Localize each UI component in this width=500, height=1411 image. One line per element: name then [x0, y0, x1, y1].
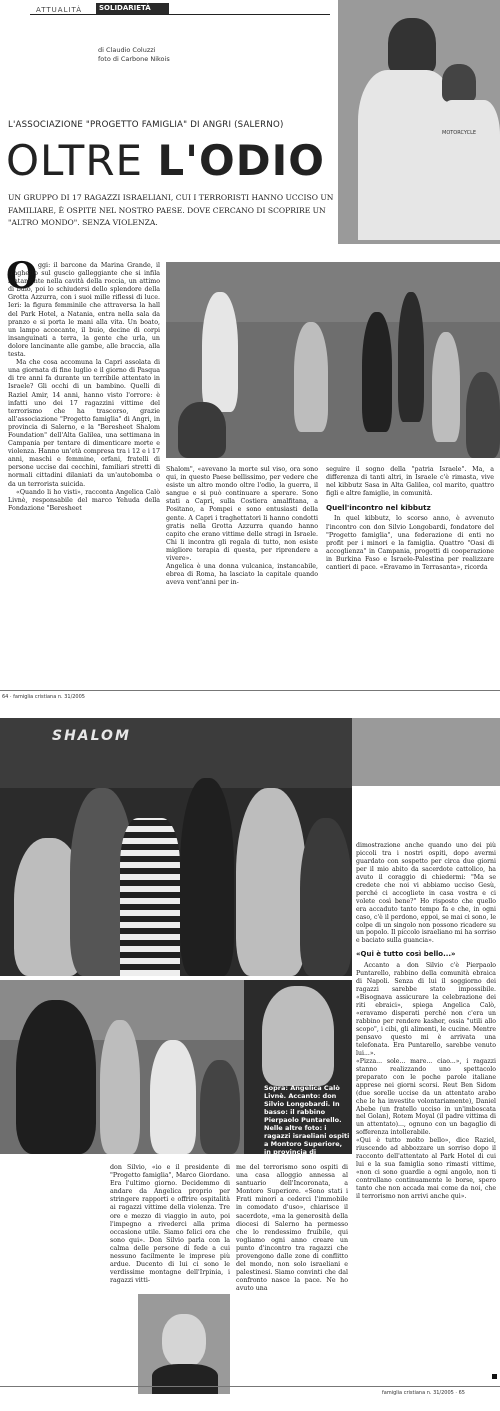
col5-text: me del terrorismo sono ospiti di una casa alloggio annessa al santuario dell'Incoronata, a Montoro Superiore. «Sono stati i Frati minori a cederci l'immobile in comodato d'uso», chiarisce il sacerdote, «ma la generosità della diocesi di Salerno ha permesso che lo rendessimo fruibile, qui vogliamo ogni anno creare un punto d'incontro tra ragazzi che provengono dalle zone di conflitto del mondo, non solo israeliani e palestinesi. Siamo convinti che dal confronto nasce la pace. Ne ho avuto una — [236, 1164, 348, 1293]
photo-group-shalom — [0, 718, 352, 976]
col3-a: seguire il sogno della "patria Israele". Ma, a differenza di tanti altri, in Israele c'è rimasta, vive nel kibbutz Sasa in Alta Galilea, col marito, quattro figli e altre famiglie, in comunità. — [326, 466, 494, 498]
article-deck: UN GRUPPO DI 17 RAGAZZI ISRAELIANI, CUI I TERRORISTI HANNO UCCISO UN FAMILIARE, È OSPITE NEL NOSTRO PAESE. DOVE CERCANO DI SCOPRIRE UN "ALTRO MONDO". SENZA VIOLENZA. — [8, 193, 334, 227]
section-tag: SOLIDARIETÀ — [96, 3, 169, 14]
photo-volunteers — [338, 0, 500, 244]
photo-rabbi-portrait — [138, 1294, 230, 1394]
photo-angelica — [244, 980, 352, 1164]
photo-sign-shalom: SHALOM — [52, 728, 131, 744]
col3-subhead: Quell'incontro nel kibbutz — [326, 503, 431, 513]
byline-author: di Claudio Coluzzi — [98, 46, 156, 54]
photo-caption: Sopra: Angelica Calò Livnè. Accanto: don Silvio Longobardi. In basso: il rabbino Pierpaolo Puntarello. Nelle altre foto: i ragazzi israeliani ospiti a Montoro Superiore, in provincia di Avellino. — [264, 1084, 350, 1164]
section-label: ATTUALITÀ — [36, 6, 83, 14]
title-part-1: OLTRE — [6, 136, 158, 185]
footer-rule-left — [0, 690, 500, 691]
col6-b: Accanto a don Silvio c'è Pierpaolo Puntarello, rabbino della comunità ebraica di Napoli. Senza di lui il soggiorno dei ragazzi sarebbe stato impossibile. «Bisognava assicurare la celebrazione dei riti ebraici», spiega Angelica Calò, «eravamo disperati perché non c'era un rabbino per rendere kasher, ossia "utili allo scopo", i cibi, gli alimenti, le cucine. Mentre pensavo questo mi è arrivata una telefonata. Era Puntarello, sarebbe venuto lui...». «Pizza... sole... mare... ciao...», i ragazzi stanno realizzando uno spettacolo preparato con le poche parole italiane apprese nei giorni scorsi. Reut Ben Sidom (due sorelle uccise da un attentato arabo che le ha investite volontariamente), Daniel Abebe (un fratello ucciso in un'imboscata nel Golan), Rotem Moyal (il padre vittima di un attentato)..., ognuno con un bagaglio di sofferenza intollerabile. «Qui è tutto molto bello», dice Raziel, riuscendo ad abbozzare un sorriso dopo il racconto dell'attentato al Park Hotel di cui lui e la sua famiglia sono rimasti vittime, «non ci sono guardie a ogni angolo, non ti controllano continuamente le borse, spero tanto che non accada mai come da noi, che il terrorismo non arrivi anche qui». — [356, 962, 496, 1200]
title-part-2: L'ODIO — [157, 136, 325, 185]
byline-photo: foto di Carbone Nikois — [98, 55, 170, 63]
col2-text: Shalom", «avevano la morte sul viso, ora sono qui, in questo Paese bellissimo, per vedere che esiste un altro mondo oltre l'odio, la guerra, il sangue e si può continuare a sperare. Sono stati a Capri, sulla Costiera amalfitana, a Positano, a Pompei e sono entusiasti della gente. A Capri i traghettatori li hanno condotti gratis nella Grotta Azzurra quando hanno capito che erano vittime delle stragi in Israele. Chi li incontra gli regala di tutto, non esiste migliore terapia di questa, per riprendere a vivere». Angelica è una donna vulcanica, instancabile, ebrea di Roma, ha lasciato la capitale quando aveva vent'anni per in- — [166, 466, 318, 587]
column-1 — [8, 262, 160, 682]
header-rule — [30, 14, 330, 15]
dropcap: O — [6, 255, 38, 297]
folio-left: 64 · famiglia cristiana n. 31/2005 — [2, 694, 85, 700]
page-65 — [0, 718, 500, 1411]
column-6 — [356, 842, 496, 1382]
photo-kids-dancing — [166, 262, 500, 458]
col1-b: Ma che cosa accomuna la Capri assolata di una giornata di fine luglio e il giorno di Pasqua di tre anni fa durante un terribile attentato in Israele? Gli occhi di un bambino. Quelli di Raziel Amir, 14 anni, hanno visto l'orrore: è infatti uno dei 17 ragazzini vittime del terrorismo che ha trascorso, grazie all'associazione "Progetto famiglia" di Angri, in provincia di Salerno, e la "Beresheet Shalom Foundation" dell'Alta Galilea, una settimana in Campania per tentare di dimenticare morte e violenza. Hanno un'età compresa tra i 12 e i 17 anni, maschi e femmine, orfani, fratelli di persone uccise dai cecchini, familiari stretti di normali cittadini dilaniati da un'autobomba o da un terrorista suicida. — [8, 359, 160, 488]
col1-lead: ggi: il barcone da Marina Grande, il traghetto sul guscio galleggiante che si infila lentamente nella cavità della roccia, un attimo di buio, poi lo schiudersi dello splendore della Grotta Azzurra, con i suoi mille riflessi di luce. Ieri: la figura femminile che attraversa la hall del Park Hotel, a Natania, entra nella sala da pranzo e si porta le mani alla vita. Un boato, un lampo accecante, il buio, decine di corpi insanguinati a terra, la gente che urla, un dolore lancinante alle gambe, alle braccia, alla testa. — [8, 262, 160, 359]
footer-rule-right — [0, 1386, 500, 1387]
col1-c: «Quando li ho visti», racconta Angelica Calò Livnè, responsabile del marco Yehuda della Fondazione "Beresheet — [8, 488, 160, 512]
column-2 — [166, 466, 318, 686]
column-3 — [326, 466, 494, 686]
article-kicker: L'ASSOCIAZIONE "PROGETTO FAMIGLIA" DI ANGRI (SALERNO) — [8, 120, 284, 130]
col6-subhead: «Qui è tutto così bello...» — [356, 950, 456, 959]
folio-right: famiglia cristiana n. 31/2005 · 65 — [382, 1390, 465, 1396]
page-gap — [0, 706, 500, 718]
column-5 — [236, 1164, 348, 1376]
photo-shirt-text: MOTORCYCLE — [442, 130, 477, 136]
col6-a: dimostrazione anche quando uno dei più piccoli tra i nostri ospiti, dopo avermi guardato con sospetto per circa due giorni per il mio abito da sacerdote cattolico, ha avuto il coraggio di chiedermi: "Ma se credete che noi vi abbiamo ucciso Gesù, perché ci accogliete in casa vostra e ci volete così bene?" Ho risposto che quello era accaduto tanto tempo fa e che, in ogni caso, c'è il perdono, eppoi, se mai ci sono, le colpe di un singolo non possono ricadere su un popolo. Il piccolo israeliano mi ha sorriso e baciato sulla guancia». — [356, 842, 496, 945]
end-mark — [492, 1374, 497, 1379]
col3-b: In quel kibbutz, lo scorso anno, è avvenuto l'incontro con don Silvio Longobardi, fondatore del "Progetto famiglia", una federazione di enti no profit per i minori e la famiglia. Quattro "Oasi di accoglienza" in Campania, progetti di cooperazione in Burkina Faso e Israele-Palestina per realizzare cantieri di pace. «Eravamo in Terrasanta», ricorda — [326, 515, 494, 572]
article-title — [6, 138, 325, 184]
col4-text: don Silvio, «io e il presidente di "Progetto famiglia", Marco Giordano. Era l'ultimo giorno. Decidemmo di andare da Angelica proprio per stringere rapporti e offrire ospitalità ai ragazzi vittime della violenza. Tre ore e mezzo di viaggio in auto, poi l'impegno a rivederci alla prima occasione utile. Siamo felici ora che sono qui». Don Silvio parla con la calma delle persone di fede a cui nessuno facilmente le imprese più ardue. Ducento di lui ci sono le verdissime montagne dell'Irpinia, i ragazzi vitti- — [110, 1164, 230, 1285]
photo-rabbi-group — [0, 980, 244, 1154]
photo-corner-right — [352, 718, 500, 786]
